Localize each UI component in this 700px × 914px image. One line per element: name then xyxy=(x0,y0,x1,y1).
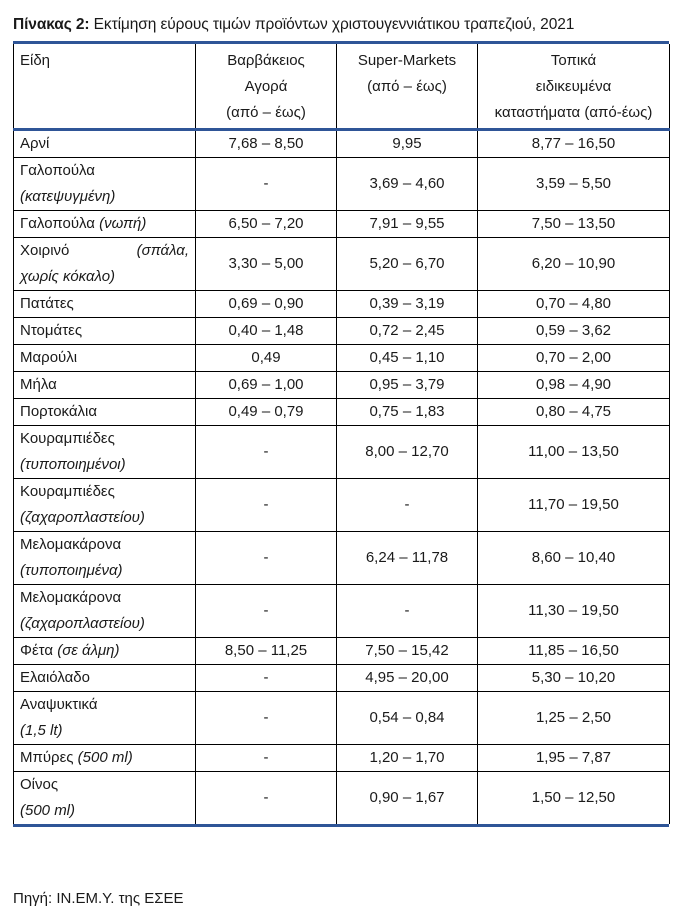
table-row xyxy=(14,291,670,318)
local-store-price-cell: 11,00 – 13,50 xyxy=(478,426,670,479)
supermarket-price-cell: 5,20 – 6,70 xyxy=(337,238,478,291)
varvakeios-price-cell: - xyxy=(196,426,337,479)
varvakeios-price-cell: 0,40 – 1,48 xyxy=(196,318,337,345)
item-name-cell: Κουραμπιέδες (τυποποιημένοι) xyxy=(14,426,196,479)
item-name-cell: Μπύρες (500 ml) xyxy=(14,745,196,772)
supermarket-price-cell: 9,95 xyxy=(337,130,478,158)
table-row xyxy=(14,372,670,399)
local-store-price-cell: 1,50 – 12,50 xyxy=(478,772,670,825)
table-row xyxy=(14,130,670,158)
table-row xyxy=(14,772,670,825)
local-store-price-cell: 1,95 – 7,87 xyxy=(478,745,670,772)
table-row xyxy=(14,692,670,745)
local-store-price-cell: 0,70 – 2,00 xyxy=(478,345,670,372)
table-row xyxy=(14,158,670,211)
table-row xyxy=(14,211,670,238)
item-name-cell: Μήλα xyxy=(14,372,196,399)
varvakeios-price-cell: - xyxy=(196,479,337,532)
item-name-cell: Γαλοπούλα (νωπή) xyxy=(14,211,196,238)
supermarket-price-cell: 7,50 – 15,42 xyxy=(337,638,478,665)
source-note: Πηγή: ΙΝ.ΕΜ.Υ. της ΕΣΕΕ xyxy=(13,890,184,907)
table-row xyxy=(14,426,670,479)
local-store-price-cell: 11,30 – 19,50 xyxy=(478,585,670,638)
item-name-cell: Φέτα (σε άλμη) xyxy=(14,638,196,665)
item-name-cell: Κουραμπιέδες (ζαχαροπλαστείου) xyxy=(14,479,196,532)
supermarket-price-cell: 1,20 – 1,70 xyxy=(337,745,478,772)
item-name-cell: Αναψυκτικά (1,5 lt) xyxy=(14,692,196,745)
varvakeios-price-cell: - xyxy=(196,532,337,585)
local-store-price-cell: 6,20 – 10,90 xyxy=(478,238,670,291)
supermarket-price-cell: 6,24 – 11,78 xyxy=(337,532,478,585)
varvakeios-price-cell: - xyxy=(196,585,337,638)
varvakeios-price-cell: 6,50 – 7,20 xyxy=(196,211,337,238)
supermarket-price-cell: 0,45 – 1,10 xyxy=(337,345,478,372)
table-row xyxy=(14,745,670,772)
caption-label: Πίνακας 2: xyxy=(13,16,90,33)
item-name-cell: Πορτοκάλια xyxy=(14,399,196,426)
item-name-cell: Μελομακάρονα (ζαχαροπλαστείου) xyxy=(14,585,196,638)
local-store-price-cell: 1,25 – 2,50 xyxy=(478,692,670,745)
varvakeios-price-cell: 7,68 – 8,50 xyxy=(196,130,337,158)
table-caption xyxy=(13,16,574,34)
local-store-price-cell: 3,59 – 5,50 xyxy=(478,158,670,211)
varvakeios-price-cell: 3,30 – 5,00 xyxy=(196,238,337,291)
supermarket-price-cell: 0,72 – 2,45 xyxy=(337,318,478,345)
supermarket-price-cell: - xyxy=(337,585,478,638)
supermarket-price-cell: 0,90 – 1,67 xyxy=(337,772,478,825)
item-name-cell: Αρνί xyxy=(14,130,196,158)
local-store-price-cell: 0,59 – 3,62 xyxy=(478,318,670,345)
local-store-price-cell: 0,80 – 4,75 xyxy=(478,399,670,426)
supermarket-price-cell: 0,75 – 1,83 xyxy=(337,399,478,426)
local-store-price-cell: 0,98 – 4,90 xyxy=(478,372,670,399)
header-items: Είδη xyxy=(14,44,196,130)
item-name-cell: Πατάτες xyxy=(14,291,196,318)
table-row xyxy=(14,399,670,426)
varvakeios-price-cell: 0,49 xyxy=(196,345,337,372)
table-row xyxy=(14,318,670,345)
varvakeios-price-cell: 0,69 – 1,00 xyxy=(196,372,337,399)
table-row xyxy=(14,665,670,692)
item-name-cell: Ελαιόλαδο xyxy=(14,665,196,692)
item-name-cell: Γαλοπούλα (κατεψυγμένη) xyxy=(14,158,196,211)
table-row xyxy=(14,585,670,638)
varvakeios-price-cell: - xyxy=(196,772,337,825)
header-supermarkets: Super-Markets (από – έως) xyxy=(337,44,478,130)
varvakeios-price-cell: 0,49 – 0,79 xyxy=(196,399,337,426)
local-store-price-cell: 0,70 – 4,80 xyxy=(478,291,670,318)
table-row xyxy=(14,238,670,291)
varvakeios-price-cell: 0,69 – 0,90 xyxy=(196,291,337,318)
varvakeios-price-cell: - xyxy=(196,692,337,745)
varvakeios-price-cell: 8,50 – 11,25 xyxy=(196,638,337,665)
supermarket-price-cell: 0,95 – 3,79 xyxy=(337,372,478,399)
supermarket-price-cell: 0,39 – 3,19 xyxy=(337,291,478,318)
item-name-cell: Ντομάτες xyxy=(14,318,196,345)
caption-text: Εκτίμηση εύρους τιμών προϊόντων χριστουγεννιάτικου τραπεζιού, 2021 xyxy=(89,16,575,33)
table-row xyxy=(14,345,670,372)
supermarket-price-cell: 8,00 – 12,70 xyxy=(337,426,478,479)
local-store-price-cell: 8,77 – 16,50 xyxy=(478,130,670,158)
local-store-price-cell: 7,50 – 13,50 xyxy=(478,211,670,238)
supermarket-price-cell: 3,69 – 4,60 xyxy=(337,158,478,211)
supermarket-price-cell: 4,95 – 20,00 xyxy=(337,665,478,692)
varvakeios-price-cell: - xyxy=(196,665,337,692)
supermarket-price-cell: 0,54 – 0,84 xyxy=(337,692,478,745)
table-row xyxy=(14,479,670,532)
local-store-price-cell: 11,85 – 16,50 xyxy=(478,638,670,665)
item-name-cell: Χοιρινό (σπάλα, χωρίς κόκαλο) xyxy=(14,238,196,291)
supermarket-price-cell: - xyxy=(337,479,478,532)
table-row xyxy=(14,638,670,665)
local-store-price-cell: 11,70 – 19,50 xyxy=(478,479,670,532)
varvakeios-price-cell: - xyxy=(196,158,337,211)
varvakeios-price-cell: - xyxy=(196,745,337,772)
local-store-price-cell: 8,60 – 10,40 xyxy=(478,532,670,585)
item-name-cell: Μελομακάρονα (τυποποιημένα) xyxy=(14,532,196,585)
table-header-row xyxy=(14,44,670,130)
item-name-cell: Μαρούλι xyxy=(14,345,196,372)
price-table xyxy=(13,41,669,827)
table-row xyxy=(14,532,670,585)
header-local-stores: Τοπικά ειδικευμένα καταστήματα (από-έως) xyxy=(478,44,670,130)
supermarket-price-cell: 7,91 – 9,55 xyxy=(337,211,478,238)
local-store-price-cell: 5,30 – 10,20 xyxy=(478,665,670,692)
header-varvakeios: Βαρβάκειος Αγορά (από – έως) xyxy=(196,44,337,130)
item-name-cell: Οίνος (500 ml) xyxy=(14,772,196,825)
